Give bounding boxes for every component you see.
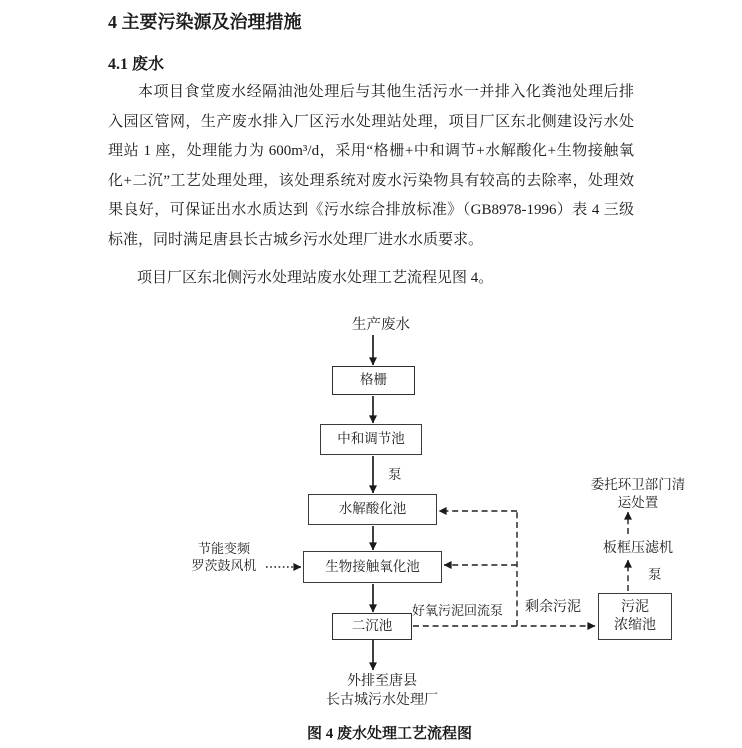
outfall-label-line1: 外排至唐县 [347, 674, 417, 689]
paragraph-line: 标准，同时满足唐县长古城乡污水处理厂进水水质要求。 [108, 231, 484, 248]
aerobic-sludge-return-pump-label: 好氧污泥回流泵 [412, 603, 504, 618]
plate-frame-filter-press-label: 板框压滤机 [603, 541, 673, 556]
paragraph-line: 理站 1 座，处理能力为 600m³/d，采用“格栅+中和调节+水解酸化+生物接触氧 [108, 143, 634, 159]
surplus-sludge-label: 剩余污泥 [525, 600, 581, 615]
paragraph-line: 化+二沉”工艺处理处理，该处理系统对废水污染物具有较高的去除率，处理效 [108, 172, 634, 189]
pump-label-sludge: 泵 [648, 567, 662, 582]
node-grill: 格栅 [332, 366, 415, 395]
pump-label-main: 泵 [388, 467, 402, 482]
outfall-label-line2: 长古城污水处理厂 [326, 693, 438, 709]
blower-label-line1: 节能变频 [197, 541, 250, 556]
source-label: 生产废水 [352, 317, 410, 333]
paragraph-line: 本项目食堂废水经隔油池处理后与其他生活污水一并排入化粪池处理后排 [138, 84, 634, 100]
node-bio-contact-tank: 生物接触氧化池 [303, 551, 442, 583]
blower-label [168, 541, 280, 575]
sludge-thickener-line2: 浓缩池 [614, 617, 656, 633]
paragraph-line: 入园区管网，生产废水排入厂区污水处理站处理，项目厂区东北侧建设污水处 [108, 113, 634, 130]
section-heading: 4 主要污染源及治理措施 [108, 12, 302, 32]
outfall-label [312, 672, 452, 710]
disposal-label [578, 476, 698, 511]
subsection-heading: 4.1 废水 [108, 56, 165, 73]
node-hydrolysis-tank: 水解酸化池 [308, 494, 437, 525]
node-neutralization-tank: 中和调节池 [320, 424, 422, 455]
disposal-label-line1: 委托环卫部门清 [590, 477, 686, 492]
figure-caption: 图 4 废水处理工艺流程图 [307, 726, 473, 742]
disposal-label-line2: 运处置 [617, 494, 659, 510]
paragraph-wastewater [108, 78, 634, 255]
paragraph-line: 果良好，可保证出水水质达到《污水综合排放标准》（GB8978-1996）表 4 三级 [108, 202, 634, 218]
sludge-thickener-line1: 污泥 [621, 600, 649, 615]
paragraph-figure-ref: 项目厂区东北侧污水处理站废水处理工艺流程见图 4。 [137, 270, 494, 286]
node-sludge-thickener [598, 593, 672, 640]
blower-label-line2: 罗茨鼓风机 [191, 557, 257, 573]
node-secondary-clarifier: 二沉池 [332, 613, 412, 640]
